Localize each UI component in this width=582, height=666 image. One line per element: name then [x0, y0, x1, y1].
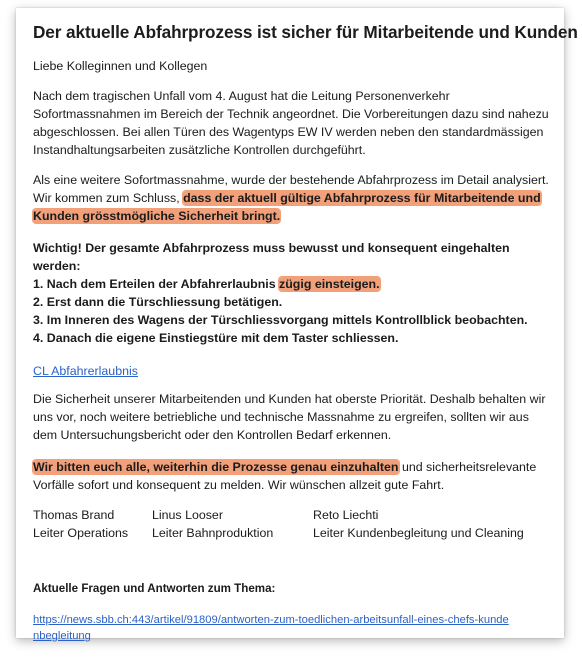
document-body — [33, 21, 578, 644]
cl-abfahrerlaubnis-link[interactable]: CL Abfahrerlaubnis — [33, 364, 138, 378]
highlighted-appeal: Wir bitten euch alle, weiterhin die Prozesse genau einzuhalten — [33, 460, 399, 474]
greeting: Liebe Kolleginnen und Kollegen — [33, 59, 208, 73]
paragraph-analysis-text: Als eine weitere Sofortmassnahme, wurde der bestehende Abfahrprozess im Detail analysiert. Wir kommen zum Schluss, — [33, 173, 549, 205]
step-item: 2. Erst dann die Türschliessung betätigen. — [33, 295, 283, 309]
signature-block — [33, 506, 128, 542]
paragraph-priority: Die Sicherheit unserer Mitarbeitenden und Kunden hat oberste Priorität. Deshalb behalten wir uns vor, noch weitere betriebliche und technische Massnahme zu ergreifen, sollten wir aus dem Untersuchungsbericht oder den Kontrollen Bedarf erkennen. — [33, 392, 546, 442]
paragraph-accident: Nach dem tragischen Unfall vom 4. August hat die Leitung Personenverkehr Sofortmassnahmen im Bereich der Technik angeordnet. Die Vorbereitungen dazu sind nahezu abgeschlossen. Bei allen Türen des Wagentyps EW IV werden neben den standardmässigen Instandhaltungsarbeiten zusätzliche Kontrollen durchgeführt. — [33, 89, 549, 157]
paragraph-appeal — [33, 458, 553, 494]
process-steps — [33, 275, 553, 347]
document-sheet — [16, 8, 578, 642]
signature-block — [313, 506, 524, 542]
document-title: Der aktuelle Abfahrprozess ist sicher für Mitarbeitende und Kunden — [33, 22, 578, 42]
faq-heading: Aktuelle Fragen und Antworten zum Thema: — [33, 582, 276, 595]
warning-heading: Wichtig! Der gesamte Abfahrprozess muss bewusst und konsequent eingehalten werden: — [33, 241, 510, 273]
signature-block — [152, 506, 273, 542]
highlighted-conclusion: dass der aktuell gültige Abfahrprozess für Mitarbeitende und Kunden grösstmögliche Sicherheit bringt. — [33, 191, 541, 223]
highlighted-step-1: zügig einsteigen. — [279, 277, 380, 291]
signatures — [33, 506, 553, 542]
faq-article-link[interactable]: https://news.sbb.ch:443/artikel/91809/antworten-zum-toedlichen-arbeitsunfall-eines-chefs-kundenbegleitung — [33, 614, 509, 642]
signatory-name: Thomas Brand — [33, 508, 115, 522]
step-1-text: 1. Nach dem Erteilen der Abfahrerlaubnis — [33, 277, 280, 291]
step-item — [33, 275, 553, 293]
signatory-role: Leiter Kundenbegleitung und Cleaning — [313, 526, 524, 540]
paragraph-analysis — [33, 171, 553, 225]
signatory-role: Leiter Operations — [33, 526, 129, 540]
step-item: 4. Danach die eigene Einstiegstüre mit dem Taster schliessen. — [33, 331, 399, 345]
signatory-name: Linus Looser — [152, 508, 223, 522]
step-item: 3. Im Inneren des Wagens der Türschliessvorgang mittels Kontrollblick beobachten. — [33, 313, 528, 327]
signatory-role: Leiter Bahnproduktion — [152, 526, 274, 540]
signatory-name: Reto Liechti — [313, 508, 379, 522]
paragraph-appeal-text: und sicherheitsrelevante Vorfälle sofort und konsequent zu melden. Wir wünschen allzeit gute Fahrt. — [33, 460, 537, 492]
